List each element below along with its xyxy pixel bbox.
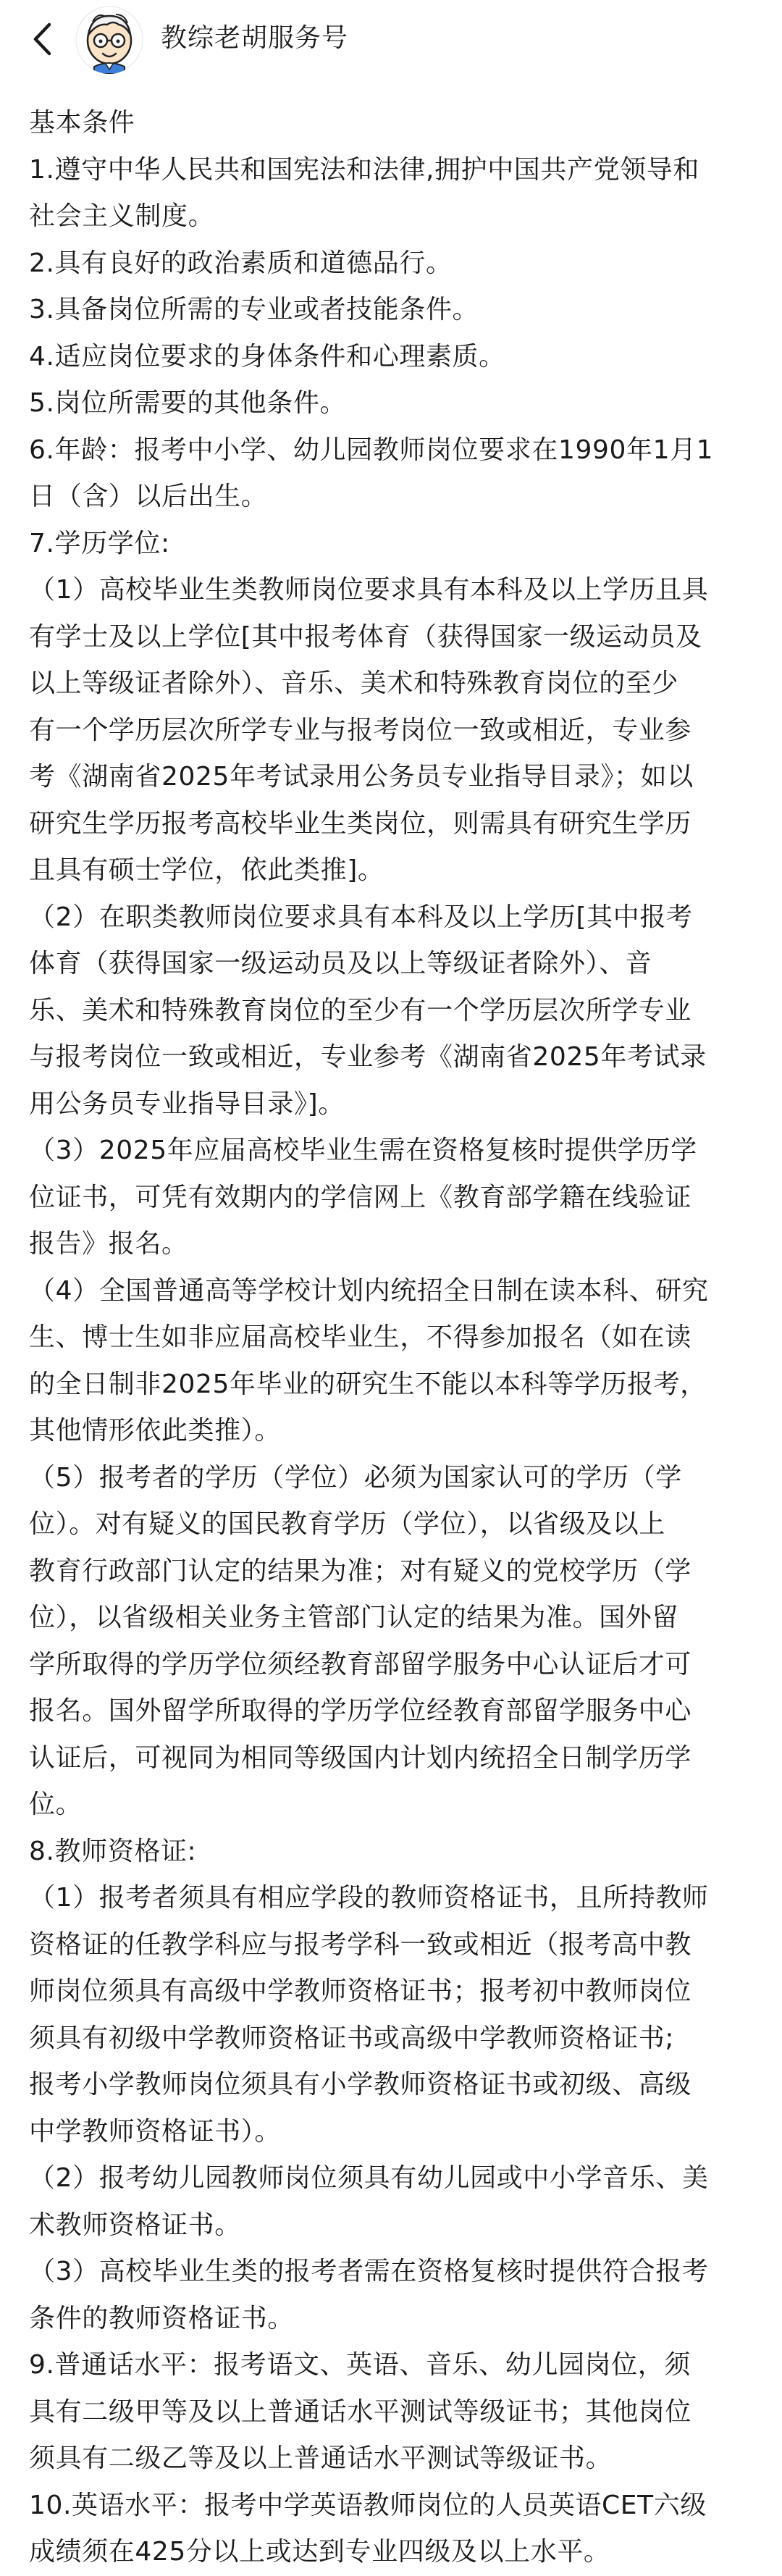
article-line: 10.英语水平：报考中学英语教师岗位的人员英语CET六级: [29, 2490, 707, 2520]
article-line: （2）在职类教师岗位要求具有本科及以上学历[其中报考: [29, 902, 693, 932]
article-line: 9.普通话水平：报考语文、英语、音乐、幼儿园岗位，须: [29, 2350, 691, 2380]
article-line: （1）高校毕业生类教师岗位要求具有本科及以上学历且具: [29, 575, 709, 605]
article-line: 社会主义制度。: [29, 201, 215, 231]
article-body: [29, 100, 760, 2576]
article-line: 资格证的任教学科应与报考学科一致或相近（报考高中教: [29, 1929, 692, 1960]
article-line: 日（含）以后出生。: [29, 482, 268, 511]
article-line: 3.具备岗位所需的专业或者技能条件。: [29, 295, 479, 324]
article-line: 教育行政部门认定的结果为准；对有疑义的党校学历（学: [29, 1556, 692, 1586]
article-line: （3）高校毕业生类的报考者需在资格复核时提供符合报考: [29, 2257, 709, 2286]
article-line: 研究生学历报考高校毕业生类岗位，则需具有研究生学历: [29, 808, 692, 839]
article-line: 基本条件: [29, 108, 135, 138]
back-button[interactable]: [20, 16, 64, 62]
article-line: 生、博士生如非应届高校毕业生，不得参加报名（如在读: [29, 1322, 692, 1352]
article-line: 术教师资格证书。: [29, 2210, 241, 2240]
account-name: 教综老胡服务号: [161, 23, 349, 53]
article-line: 6.年龄：报考中小学、幼儿园教师岗位要求在1990年1月1: [29, 435, 714, 465]
article-line: 有学士及以上学位[其中报考体育（获得国家一级运动员及: [29, 621, 702, 652]
article-line: 5.岗位所需要的其他条件。: [29, 388, 347, 418]
article-line: 师岗位须具有高级中学教师资格证书；报考初中教师岗位: [29, 1976, 692, 2006]
article-line: 8.教师资格证:: [29, 1836, 197, 1866]
article-line: （4）全国普通高等学校计划内统招全日制在读本科、研究: [29, 1275, 709, 1306]
article-line: 且具有硕士学位，依此类推]。: [29, 855, 384, 885]
article-line: 位），以省级相关业务主管部门认定的结果为准。国外留: [29, 1603, 679, 1632]
article-line: 体育（获得国家一级运动员及以上等级证者除外）、音: [29, 949, 652, 978]
article-line: 用公务员专业指导目录》]。: [29, 1088, 345, 1119]
article-line: 的全日制非2025年毕业的研究生不能以本科等学历报考，: [29, 1369, 707, 1399]
article-line: 报名。国外留学所取得的学历学位经教育部留学服务中心: [29, 1696, 692, 1726]
article-line: 位）。对有疑义的国民教育学历（学位），以省级及以上: [29, 1509, 666, 1539]
article-line: 4.适应岗位要求的身体条件和心理素质。: [29, 341, 505, 372]
article-line: 学所取得的学历学位须经教育部留学服务中心认证后才可: [29, 1649, 692, 1679]
article-line: 报告》报名。: [29, 1229, 188, 1259]
article-line: 须具有二级乙等及以上普通话水平测试等级证书。: [29, 2443, 613, 2473]
chevron-left-icon: [32, 22, 52, 56]
article-line: 成绩须在425分以上或达到专业四级及以上水平。: [29, 2537, 610, 2567]
article-line: 位证书，可凭有效期内的学信网上《教育部学籍在线验证: [29, 1182, 692, 1212]
article-line: （5）报考者的学历（学位）必须为国家认可的学历（学: [29, 1462, 682, 1493]
article-line: 具有二级甲等及以上普通话水平测试等级证书；其他岗位: [29, 2396, 692, 2427]
article-line: （1）报考者须具有相应学段的教师资格证书，且所持教师: [29, 1883, 709, 1913]
article-line: 与报考岗位一致或相近，专业参考《湖南省2025年考试录: [29, 1042, 707, 1072]
avatar[interactable]: [75, 6, 143, 74]
article-line: 有一个学历层次所学专业与报考岗位一致或相近，专业参: [29, 715, 692, 745]
article-line: 以上等级证者除外）、音乐、美术和特殊教育岗位的至少: [29, 668, 679, 698]
article-line: 中学教师资格证书）。: [29, 2116, 282, 2147]
article-line: 位。: [29, 1790, 83, 1819]
article-line: （3）2025年应届高校毕业生需在资格复核时提供学历学: [29, 1136, 697, 1165]
article-line: 条件的教师资格证书。: [29, 2303, 295, 2333]
article-line: 须具有初级中学教师资格证书或高级中学教师资格证书;: [29, 2023, 675, 2053]
article-line: 考《湖南省2025年考试录用公务员专业指导目录》；如以: [29, 762, 694, 792]
article-line: 乐、美术和特殊教育岗位的至少有一个学历层次所学专业: [29, 995, 692, 1025]
article-line: 7.学历学位:: [29, 528, 170, 558]
article-line: 认证后，可视同为相同等级国内计划内统招全日制学历学: [29, 1742, 692, 1773]
article-line: 其他情形依此类推）。: [29, 1416, 282, 1446]
article-line: 报考小学教师岗位须具有小学教师资格证书或初级、高级: [29, 2070, 692, 2099]
article-line: （2）报考幼儿园教师岗位须具有幼儿园或中小学音乐、美: [29, 2163, 709, 2193]
top-bar: [0, 0, 782, 80]
cartoon-teacher-avatar-icon: [75, 6, 143, 74]
article-line: 2.具有良好的政治素质和道德品行。: [29, 248, 453, 278]
article-line: 1.遵守中华人民共和国宪法和法律,拥护中国共产党领导和: [29, 154, 699, 185]
